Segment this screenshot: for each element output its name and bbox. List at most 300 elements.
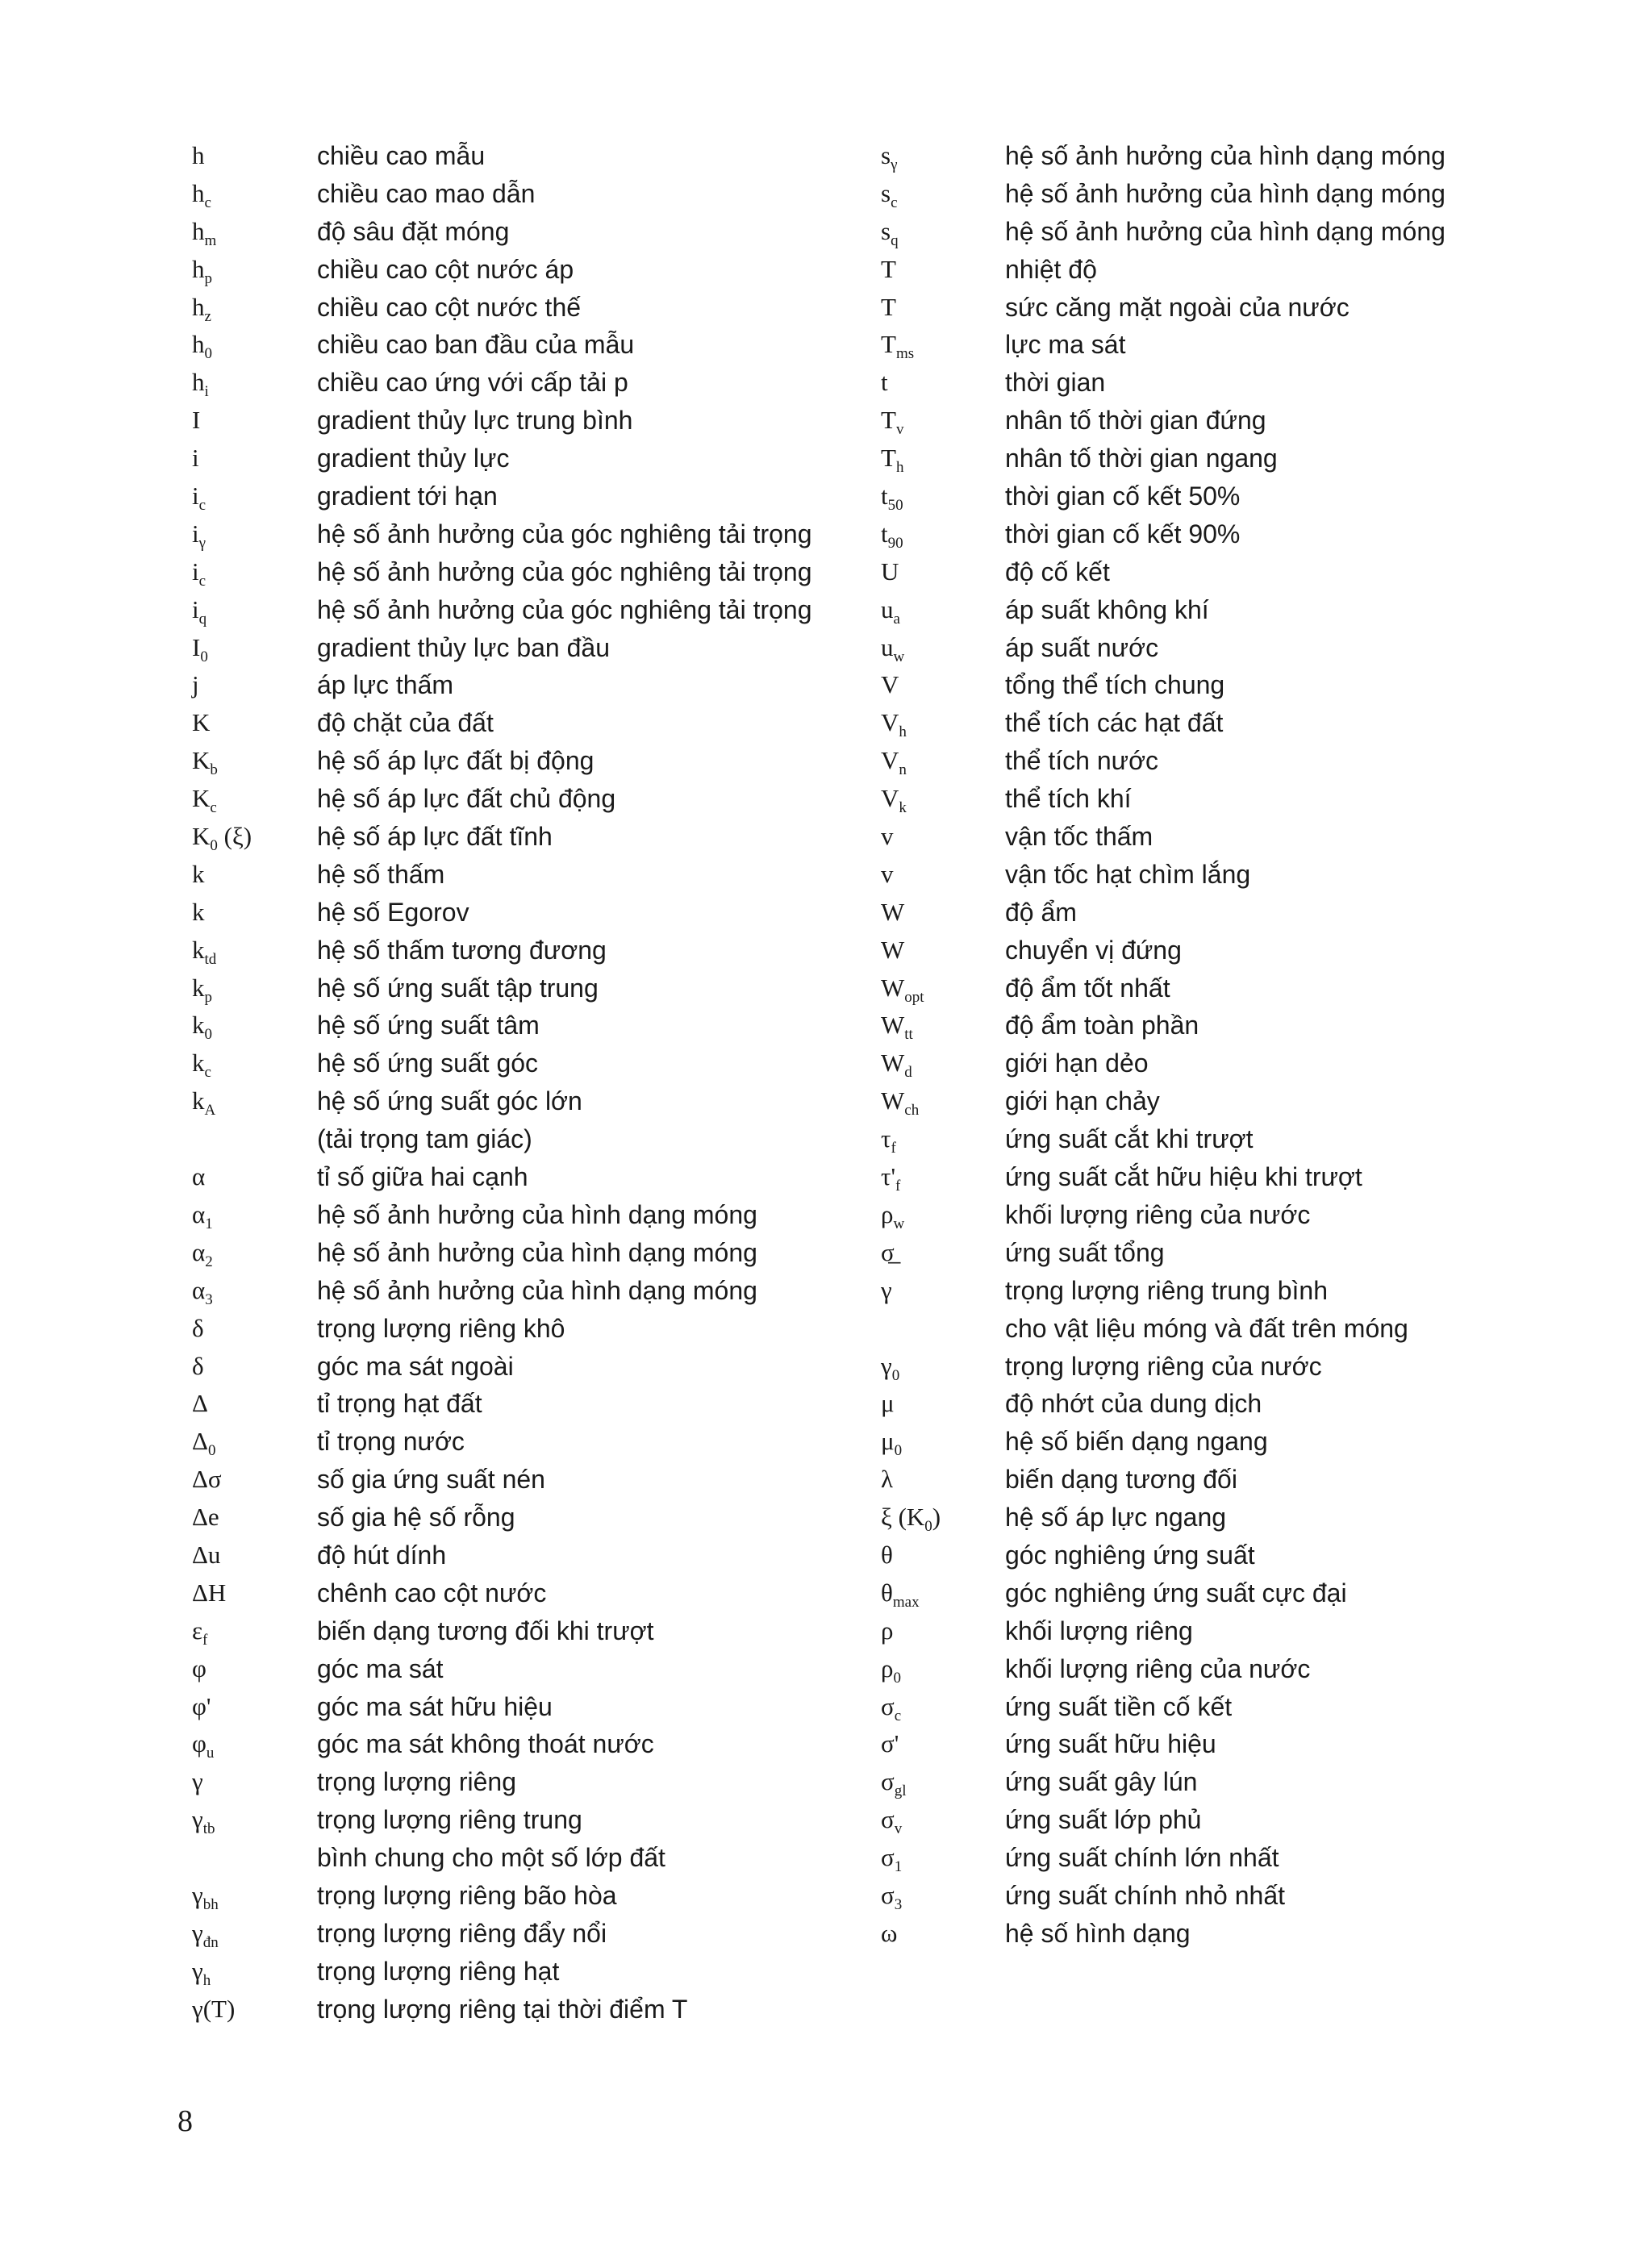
symbol-description: chiều cao mẫu xyxy=(317,141,486,170)
symbol-subscript: w xyxy=(893,1215,905,1232)
symbol-row xyxy=(881,1612,1575,1650)
symbol xyxy=(192,1007,212,1045)
symbol-subscript: c xyxy=(198,497,206,515)
symbol xyxy=(192,1348,204,1386)
symbol-subscript: 0 xyxy=(204,1026,212,1044)
symbol-subscript: 0 xyxy=(893,1669,901,1687)
symbol-description: (tải trọng tam giác) xyxy=(317,1124,532,1154)
symbol-description: hệ số ảnh hưởng của hình dạng móng xyxy=(317,1237,757,1267)
symbol-base: T xyxy=(881,254,896,283)
symbol-description: hệ số ảnh hưởng của hình dạng móng xyxy=(1005,141,1446,170)
symbol-subscript: 90 xyxy=(887,534,903,552)
symbol-row xyxy=(192,251,870,289)
symbol-description: biến dạng tương đối khi trượt xyxy=(317,1616,654,1645)
symbol-base: Δσ xyxy=(192,1465,222,1494)
symbol-row xyxy=(192,1574,870,1612)
symbol-base: i xyxy=(192,557,199,586)
symbol xyxy=(881,364,888,402)
symbol-row xyxy=(192,629,870,667)
symbol-base: i xyxy=(192,444,199,473)
symbol-suffix: (ξ) xyxy=(217,822,252,851)
symbol-description: hệ số áp lực đất bị động xyxy=(317,746,594,776)
symbol-description: hệ số ảnh hưởng của góc nghiêng tải trọng xyxy=(317,519,812,548)
symbol-subscript: c xyxy=(210,799,217,817)
symbol-subscript: 1 xyxy=(894,1858,903,1876)
symbol-base: φ' xyxy=(192,1691,211,1720)
symbol xyxy=(881,1158,900,1196)
symbol-base: σ xyxy=(881,1880,895,1909)
symbol-description: hệ số áp lực ngang xyxy=(1005,1503,1227,1532)
symbol-base: t xyxy=(881,368,888,397)
symbol-subscript: w xyxy=(893,648,905,665)
symbol xyxy=(192,1650,206,1688)
symbol-description: độ ẩm tốt nhất xyxy=(1005,973,1170,1003)
symbol-subscript: tt xyxy=(904,1026,913,1044)
symbol xyxy=(881,1688,901,1726)
symbol xyxy=(881,1007,913,1045)
symbol-description: trọng lượng riêng của nước xyxy=(1005,1351,1322,1381)
symbol-subscript: k xyxy=(899,799,907,817)
symbol xyxy=(192,856,205,894)
symbol-description: hệ số ứng suất góc xyxy=(317,1049,539,1078)
symbol-row xyxy=(192,1877,870,1915)
symbol-base: I xyxy=(192,632,201,661)
symbol xyxy=(881,1461,893,1499)
symbol-base: T xyxy=(881,406,896,435)
symbol-subscript: d xyxy=(904,1064,912,1082)
symbol-description: hệ số áp lực đất tĩnh xyxy=(317,822,553,852)
symbol xyxy=(881,1120,896,1158)
symbol-base: h xyxy=(192,292,205,321)
symbol-base: ξ (K xyxy=(881,1503,925,1532)
symbol-base: μ xyxy=(881,1389,895,1418)
symbol-row xyxy=(881,1348,1575,1386)
symbol-subscript: q xyxy=(198,610,207,628)
symbol-base: τ' xyxy=(881,1162,896,1191)
symbol-subscript: h xyxy=(899,723,907,741)
symbol-description: giới hạn dẻo xyxy=(1005,1049,1149,1078)
symbol-subscript: 0 xyxy=(200,648,208,665)
symbol-subscript: 2 xyxy=(205,1253,213,1270)
symbol xyxy=(192,1272,213,1310)
symbol-row xyxy=(881,894,1575,932)
symbol-description: lực ma sát xyxy=(1005,330,1126,360)
symbol-subscript: 0 xyxy=(891,1366,900,1384)
symbol-base: α xyxy=(192,1275,206,1304)
symbol-description: trọng lượng riêng đẩy nổi xyxy=(317,1918,607,1948)
symbol-row xyxy=(192,1045,870,1082)
symbol-subscript: γ xyxy=(198,534,206,552)
symbol-base: W xyxy=(881,1086,905,1115)
symbol xyxy=(192,1537,220,1574)
symbol xyxy=(192,477,206,515)
symbol-row xyxy=(192,1310,870,1348)
symbol-row xyxy=(881,1158,1575,1196)
symbol-base: σ xyxy=(881,1805,895,1834)
symbol-row xyxy=(192,1082,870,1120)
symbol-description: hệ số ứng suất tâm xyxy=(317,1011,540,1040)
symbol-base: i xyxy=(192,594,199,623)
symbol xyxy=(192,591,206,629)
symbol xyxy=(192,818,252,856)
symbol-subscript: bh xyxy=(202,1895,219,1913)
symbol-row xyxy=(192,364,870,402)
symbol-description: độ nhớt của dung dịch xyxy=(1005,1389,1262,1419)
symbol-row xyxy=(192,1537,870,1574)
symbol-base: σ xyxy=(881,1767,895,1796)
symbol xyxy=(881,1839,902,1877)
symbol-description: hệ số ứng suất góc lớn xyxy=(317,1086,582,1116)
symbol-row xyxy=(192,969,870,1007)
symbol-row xyxy=(192,1499,870,1537)
symbol-row xyxy=(881,1915,1575,1953)
symbol-description: tỉ trọng nước xyxy=(317,1427,465,1457)
symbol-row xyxy=(881,591,1575,629)
symbol xyxy=(881,1763,907,1801)
symbol-description: hệ số ảnh hưởng của góc nghiêng tải trọng xyxy=(317,594,812,624)
symbol-row xyxy=(881,1423,1575,1461)
symbol-subscript: n xyxy=(899,761,907,779)
symbol-description: số gia hệ số rỗng xyxy=(317,1503,515,1532)
symbol xyxy=(881,553,899,591)
symbol-row xyxy=(192,1839,870,1877)
symbol-subscript: a xyxy=(893,610,900,628)
symbol-subscript: opt xyxy=(904,988,924,1006)
symbol-description: hệ số áp lực đất chủ động xyxy=(317,784,616,814)
symbol-description: góc ma sát ngoài xyxy=(317,1351,514,1381)
symbol-base: s xyxy=(881,141,891,169)
symbol-subscript: c xyxy=(891,194,898,211)
symbol-row xyxy=(881,1082,1575,1120)
symbol-description: chiều cao cột nước áp xyxy=(317,254,574,284)
symbol-row xyxy=(881,1461,1575,1499)
symbol-base: γ xyxy=(881,1275,892,1304)
symbol-row xyxy=(192,515,870,553)
symbol xyxy=(881,818,894,856)
symbol xyxy=(881,932,904,969)
symbol-description: hệ số ảnh hưởng của hình dạng móng xyxy=(317,1275,757,1305)
symbol xyxy=(192,1385,208,1423)
symbol-base: θ xyxy=(881,1540,893,1569)
symbol-row xyxy=(192,1763,870,1801)
symbol-base: i xyxy=(192,482,199,511)
symbol xyxy=(881,1385,895,1423)
symbol-subscript: v xyxy=(895,421,904,439)
symbol xyxy=(881,1234,895,1272)
symbol-row xyxy=(881,477,1575,515)
symbol-base: h xyxy=(192,178,205,207)
symbol xyxy=(192,1310,204,1348)
symbol-base: ω xyxy=(881,1918,898,1947)
symbol xyxy=(881,289,896,327)
symbol xyxy=(192,553,206,591)
symbol-base: u xyxy=(881,594,894,623)
symbol-base: j xyxy=(192,670,199,699)
symbol-base: λ xyxy=(881,1465,894,1494)
symbol xyxy=(192,1991,235,2029)
symbol xyxy=(192,1423,215,1461)
symbol-base: W xyxy=(881,935,905,964)
symbol xyxy=(881,1915,897,1953)
symbols-column-right xyxy=(881,137,1575,1953)
symbol-description: gradient thủy lực ban đầu xyxy=(317,632,610,662)
symbol-row xyxy=(192,780,870,818)
symbol-row xyxy=(881,289,1575,327)
symbol-description: khối lượng riêng xyxy=(1005,1616,1193,1645)
symbol xyxy=(881,1877,902,1915)
symbol xyxy=(881,969,924,1007)
symbol-row xyxy=(192,402,870,440)
symbol-row xyxy=(881,213,1575,251)
symbol-subscript: i xyxy=(204,383,209,401)
symbol-description: độ hút dính xyxy=(317,1540,447,1570)
symbol-row xyxy=(881,1196,1575,1234)
symbol-row xyxy=(881,1045,1575,1082)
symbol-base: h xyxy=(192,330,205,359)
symbol-description: chiều cao mao dẫn xyxy=(317,178,536,208)
symbol-description: độ ẩm toàn phần xyxy=(1005,1011,1199,1040)
symbol xyxy=(881,780,907,818)
symbol xyxy=(192,1763,203,1801)
symbol-base: Δu xyxy=(192,1540,221,1569)
symbol xyxy=(192,1953,211,1991)
symbol-description: chiều cao ứng với cấp tải p xyxy=(317,368,628,398)
symbol-row xyxy=(881,1310,1575,1348)
symbol-description: gradient tới hạn xyxy=(317,482,498,511)
symbol-description: trọng lượng riêng trung xyxy=(317,1805,582,1835)
symbol-base: γ xyxy=(192,1918,203,1947)
symbol-subscript: z xyxy=(204,307,211,325)
symbol-subscript: c xyxy=(204,194,211,211)
symbol-row xyxy=(881,326,1575,364)
symbol xyxy=(881,894,904,932)
symbol xyxy=(192,326,212,364)
symbol xyxy=(881,326,914,364)
symbol-description: góc ma sát hữu hiệu xyxy=(317,1691,553,1721)
symbol-base: γ(T) xyxy=(192,1994,236,2023)
symbol-subscript: f xyxy=(895,1178,901,1195)
symbol-subscript: 0 xyxy=(204,345,212,363)
symbol-description: trọng lượng riêng hạt xyxy=(317,1956,560,1986)
symbol-row xyxy=(881,402,1575,440)
symbol-description: ứng suất gây lún xyxy=(1005,1767,1198,1797)
symbol-subscript: 1 xyxy=(205,1215,213,1232)
symbol xyxy=(881,440,903,477)
symbol-base: σ xyxy=(881,1843,895,1872)
symbol xyxy=(192,1915,219,1953)
symbols-column-left xyxy=(192,137,870,2029)
symbol-description: gradient thủy lực trung bình xyxy=(317,406,633,436)
symbol-base: V xyxy=(881,746,899,775)
symbol-description: cho vật liệu móng và đất trên móng xyxy=(1005,1313,1408,1343)
symbol xyxy=(192,1045,211,1082)
symbol-description: ứng suất tổng xyxy=(1005,1237,1165,1267)
symbol-description: tổng thể tích chung xyxy=(1005,670,1225,700)
symbol-description: vận tốc thấm xyxy=(1005,822,1153,852)
symbol xyxy=(192,1725,214,1763)
symbol-subscript: γ xyxy=(891,156,898,173)
symbol-row xyxy=(192,1158,870,1196)
symbol-row xyxy=(881,742,1575,780)
symbol-description: hệ số hình dạng xyxy=(1005,1918,1191,1948)
symbol-subscript: gl xyxy=(894,1783,907,1800)
symbol xyxy=(192,666,199,704)
symbol-row xyxy=(881,1839,1575,1877)
symbol-row xyxy=(192,1991,870,2029)
symbol-base: φ xyxy=(192,1729,206,1758)
symbol-row xyxy=(881,1725,1575,1763)
symbol-base: K xyxy=(192,746,211,775)
symbol-subscript: h xyxy=(202,1971,211,1989)
symbol-row xyxy=(881,137,1575,175)
symbol-row xyxy=(881,1120,1575,1158)
symbol-description: độ sâu đặt móng xyxy=(317,216,510,246)
symbol-subscript: p xyxy=(204,269,212,287)
symbol-base: σ xyxy=(881,1691,895,1720)
symbol xyxy=(192,1801,215,1839)
symbol-subscript: 3 xyxy=(205,1291,213,1308)
symbol xyxy=(881,1423,902,1461)
symbol-description: chuyển vị đứng xyxy=(1005,935,1182,965)
symbol xyxy=(192,251,212,289)
symbol-description: độ cố kết xyxy=(1005,557,1110,586)
symbol-base: γ xyxy=(192,1767,203,1796)
symbol-subscript: ms xyxy=(895,345,915,363)
symbol-description: trọng lượng riêng bão hòa xyxy=(317,1880,617,1910)
symbol-base: τ xyxy=(881,1124,891,1153)
symbol-row xyxy=(881,1763,1575,1801)
symbol-description: trọng lượng riêng trung bình xyxy=(1005,1275,1328,1305)
symbol-description: ứng suất chính nhỏ nhất xyxy=(1005,1880,1286,1910)
symbol-description: hệ số ảnh hưởng của hình dạng móng xyxy=(1005,178,1446,208)
symbol-base: k xyxy=(192,1011,205,1040)
symbol-row xyxy=(881,780,1575,818)
symbol-description: khối lượng riêng của nước xyxy=(1005,1653,1311,1683)
symbol-description: ứng suất cắt khi trượt xyxy=(1005,1124,1254,1154)
symbol-subscript: c xyxy=(894,1707,902,1724)
symbol-subscript: f xyxy=(202,1631,208,1649)
symbol-base: γ xyxy=(192,1805,203,1834)
symbol-row xyxy=(881,1877,1575,1915)
symbol xyxy=(881,629,904,667)
symbol-base: α xyxy=(192,1237,206,1266)
symbol-description: chênh cao cột nước xyxy=(317,1578,547,1607)
symbol-description: khối lượng riêng của nước xyxy=(1005,1199,1311,1229)
symbol-base: φ xyxy=(192,1653,206,1682)
symbol-subscript: 0 xyxy=(894,1442,903,1460)
symbol-row xyxy=(881,553,1575,591)
symbol xyxy=(192,289,211,327)
symbol-row xyxy=(881,666,1575,704)
symbol-subscript: m xyxy=(204,231,217,249)
symbol-description: ứng suất chính lớn nhất xyxy=(1005,1843,1279,1873)
symbol-description: nhân tố thời gian ngang xyxy=(1005,444,1278,473)
symbol-suffix: ) xyxy=(932,1503,941,1532)
symbol xyxy=(192,969,212,1007)
symbol-base: K xyxy=(192,822,211,851)
symbol-row xyxy=(881,629,1575,667)
symbol-row xyxy=(192,477,870,515)
symbol-base: Δ xyxy=(192,1427,208,1456)
symbol-row xyxy=(881,1007,1575,1045)
symbol-row xyxy=(881,1537,1575,1574)
symbol-row xyxy=(192,894,870,932)
symbol xyxy=(192,364,209,402)
symbol-row xyxy=(881,969,1575,1007)
symbol xyxy=(881,515,903,553)
symbol-description: trọng lượng riêng khô xyxy=(317,1313,565,1343)
symbol-subscript: 0 xyxy=(924,1518,932,1536)
symbol-base: v xyxy=(881,859,894,888)
symbol xyxy=(192,1612,207,1650)
symbol-description: vận tốc hạt chìm lắng xyxy=(1005,859,1251,889)
symbol-row xyxy=(192,1120,870,1158)
symbol-row xyxy=(192,591,870,629)
symbol-base: Δ xyxy=(192,1389,208,1418)
symbol-base: σ' xyxy=(881,1729,899,1758)
symbol-base: ρ xyxy=(881,1199,894,1228)
symbol-subscript: c xyxy=(204,1064,211,1082)
symbol-subscript: đn xyxy=(202,1933,219,1951)
symbol-description: ứng suất cắt hữu hiệu khi trượt xyxy=(1005,1162,1362,1192)
symbol-description: bình chung cho một số lớp đất xyxy=(317,1843,665,1873)
symbol-base: U xyxy=(881,557,899,586)
symbol-base: ΔH xyxy=(192,1578,227,1607)
symbol xyxy=(192,1461,222,1499)
symbol-description: giới hạn chảy xyxy=(1005,1086,1160,1116)
symbol-base: W xyxy=(881,1011,905,1040)
symbol-description: thời gian xyxy=(1005,368,1106,398)
symbol-row xyxy=(192,856,870,894)
symbol-subscript: 50 xyxy=(887,497,903,515)
symbol-description: thời gian cố kết 50% xyxy=(1005,482,1241,511)
symbol-row xyxy=(192,742,870,780)
symbol-base: α xyxy=(192,1199,206,1228)
symbol xyxy=(192,1688,211,1726)
symbol-subscript: p xyxy=(204,988,212,1006)
symbol-base: α xyxy=(192,1162,206,1191)
symbol-description: góc ma sát xyxy=(317,1653,444,1683)
symbol-base: s xyxy=(881,178,891,207)
symbol-subscript: q xyxy=(891,231,899,249)
symbol xyxy=(192,1158,205,1196)
symbol-row xyxy=(881,1234,1575,1272)
symbol-row xyxy=(192,440,870,477)
symbol xyxy=(192,213,216,251)
symbol xyxy=(881,1082,919,1120)
symbol-base: θ xyxy=(881,1578,893,1607)
symbol-row xyxy=(192,1612,870,1650)
symbol-row xyxy=(881,932,1575,969)
symbol-row xyxy=(881,1272,1575,1310)
symbol-description: biến dạng tương đối xyxy=(1005,1465,1237,1495)
symbol-base: Δe xyxy=(192,1503,219,1532)
symbol-description: hệ số biến dạng ngang xyxy=(1005,1427,1268,1457)
symbol-row xyxy=(881,1688,1575,1726)
symbol-description: hệ số ảnh hưởng của hình dạng móng xyxy=(317,1199,757,1229)
symbol-base: V xyxy=(881,784,899,813)
symbol xyxy=(881,666,899,704)
symbol xyxy=(881,213,899,251)
symbol-description: hệ số thấm xyxy=(317,859,445,889)
symbol-subscript: c xyxy=(198,572,206,590)
symbol-base: s xyxy=(881,216,891,245)
symbol-base: k xyxy=(192,859,205,888)
symbol xyxy=(881,477,903,515)
symbol-row xyxy=(192,1953,870,1991)
symbol-base: i xyxy=(192,519,199,548)
symbol-subscript: A xyxy=(204,1102,216,1120)
